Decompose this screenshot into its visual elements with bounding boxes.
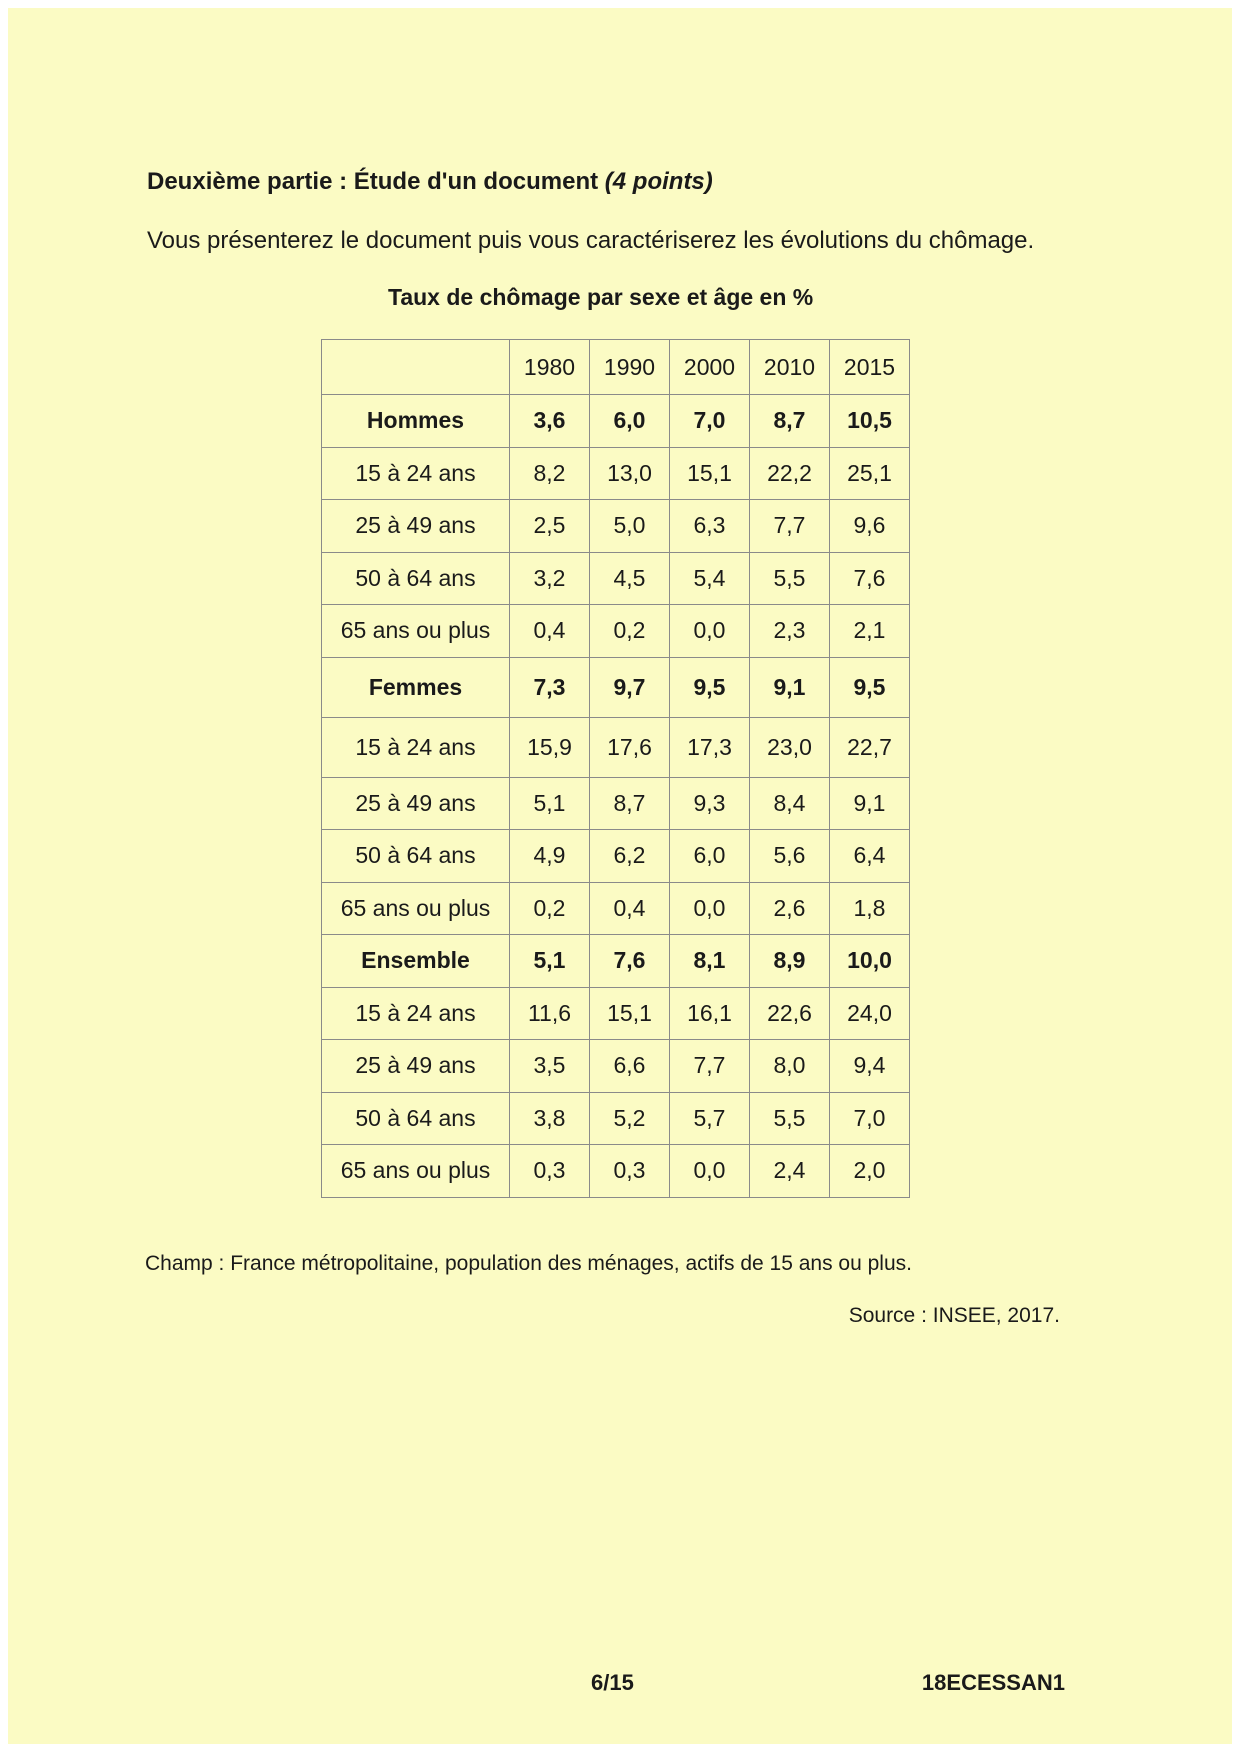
- value-cell: 2,4: [750, 1145, 830, 1198]
- value-cell: 7,6: [590, 935, 670, 988]
- value-cell: 6,0: [590, 395, 670, 448]
- value-cell: 8,9: [750, 935, 830, 988]
- value-cell: 7,6: [830, 552, 910, 605]
- value-cell: 0,4: [510, 605, 590, 658]
- row-label: 15 à 24 ans: [322, 447, 510, 500]
- value-cell: 9,4: [830, 1040, 910, 1093]
- value-cell: 10,5: [830, 395, 910, 448]
- year-header: 2000: [670, 340, 750, 395]
- value-cell: 22,7: [830, 717, 910, 777]
- row-label: 65 ans ou plus: [322, 1145, 510, 1198]
- section-points: (4 points): [604, 168, 713, 195]
- value-cell: 6,6: [590, 1040, 670, 1093]
- value-cell: 4,5: [590, 552, 670, 605]
- value-cell: 8,4: [750, 777, 830, 830]
- table-corner-cell: [322, 340, 510, 395]
- value-cell: 3,5: [510, 1040, 590, 1093]
- value-cell: 17,6: [590, 717, 670, 777]
- year-header: 2010: [750, 340, 830, 395]
- value-cell: 7,0: [670, 395, 750, 448]
- source-note: Source : INSEE, 2017.: [848, 1304, 1060, 1327]
- value-cell: 0,3: [510, 1145, 590, 1198]
- row-label: 65 ans ou plus: [322, 882, 510, 935]
- exam-code: 18ECESSAN1: [921, 1670, 1065, 1695]
- table-row: [322, 987, 910, 1040]
- value-cell: 8,2: [510, 447, 590, 500]
- value-cell: 5,2: [590, 1092, 670, 1145]
- scope-note: Champ : France métropolitaine, population des ménages, actifs de 15 ans ou plus.: [145, 1252, 912, 1275]
- value-cell: 5,0: [590, 500, 670, 553]
- row-label: 50 à 64 ans: [322, 552, 510, 605]
- unemployment-table: [321, 339, 910, 1198]
- value-cell: 24,0: [830, 987, 910, 1040]
- row-label: 25 à 49 ans: [322, 1040, 510, 1093]
- value-cell: 3,6: [510, 395, 590, 448]
- row-label: Hommes: [322, 395, 510, 448]
- value-cell: 4,9: [510, 830, 590, 883]
- table-title: Taux de chômage par sexe et âge en %: [388, 284, 814, 310]
- value-cell: 7,3: [510, 657, 590, 717]
- value-cell: 6,3: [670, 500, 750, 553]
- table-row-total: [322, 395, 910, 448]
- value-cell: 5,1: [510, 935, 590, 988]
- table-row: [322, 1092, 910, 1145]
- value-cell: 11,6: [510, 987, 590, 1040]
- value-cell: 15,1: [670, 447, 750, 500]
- value-cell: 8,0: [750, 1040, 830, 1093]
- page-number: 6/15: [591, 1670, 634, 1695]
- table-row: [322, 447, 910, 500]
- value-cell: 9,5: [830, 657, 910, 717]
- year-header: 2015: [830, 340, 910, 395]
- row-label: 25 à 49 ans: [322, 777, 510, 830]
- value-cell: 9,5: [670, 657, 750, 717]
- value-cell: 9,1: [750, 657, 830, 717]
- row-label: 15 à 24 ans: [322, 717, 510, 777]
- year-header: 1990: [590, 340, 670, 395]
- value-cell: 0,2: [590, 605, 670, 658]
- value-cell: 7,7: [670, 1040, 750, 1093]
- value-cell: 5,4: [670, 552, 750, 605]
- value-cell: 0,3: [590, 1145, 670, 1198]
- value-cell: 13,0: [590, 447, 670, 500]
- value-cell: 8,1: [670, 935, 750, 988]
- value-cell: 5,6: [750, 830, 830, 883]
- table-row: [322, 500, 910, 553]
- row-label: 50 à 64 ans: [322, 1092, 510, 1145]
- value-cell: 3,2: [510, 552, 590, 605]
- table-row: [322, 717, 910, 777]
- value-cell: 0,0: [670, 882, 750, 935]
- table-row: [322, 1040, 910, 1093]
- value-cell: 22,2: [750, 447, 830, 500]
- value-cell: 2,6: [750, 882, 830, 935]
- value-cell: 5,1: [510, 777, 590, 830]
- value-cell: 17,3: [670, 717, 750, 777]
- value-cell: 7,0: [830, 1092, 910, 1145]
- value-cell: 3,8: [510, 1092, 590, 1145]
- value-cell: 0,2: [510, 882, 590, 935]
- table-row-total: [322, 657, 910, 717]
- value-cell: 5,5: [750, 1092, 830, 1145]
- value-cell: 9,6: [830, 500, 910, 553]
- value-cell: 8,7: [590, 777, 670, 830]
- table-row: [322, 1145, 910, 1198]
- value-cell: 2,5: [510, 500, 590, 553]
- value-cell: 9,3: [670, 777, 750, 830]
- value-cell: 6,0: [670, 830, 750, 883]
- row-label: 50 à 64 ans: [322, 830, 510, 883]
- exam-page: [8, 8, 1232, 1744]
- value-cell: 8,7: [750, 395, 830, 448]
- value-cell: 5,5: [750, 552, 830, 605]
- section-heading: [147, 168, 713, 196]
- row-label: Femmes: [322, 657, 510, 717]
- row-label: 15 à 24 ans: [322, 987, 510, 1040]
- table-row: [322, 882, 910, 935]
- value-cell: 2,0: [830, 1145, 910, 1198]
- value-cell: 25,1: [830, 447, 910, 500]
- value-cell: 1,8: [830, 882, 910, 935]
- value-cell: 2,3: [750, 605, 830, 658]
- table-row: [322, 605, 910, 658]
- value-cell: 0,0: [670, 605, 750, 658]
- value-cell: 6,4: [830, 830, 910, 883]
- table-row: [322, 777, 910, 830]
- value-cell: 9,1: [830, 777, 910, 830]
- value-cell: 23,0: [750, 717, 830, 777]
- section-heading-text: Deuxième partie : Étude d'un document: [147, 168, 605, 195]
- row-label: 25 à 49 ans: [322, 500, 510, 553]
- value-cell: 6,2: [590, 830, 670, 883]
- value-cell: 7,7: [750, 500, 830, 553]
- value-cell: 10,0: [830, 935, 910, 988]
- value-cell: 15,9: [510, 717, 590, 777]
- table-row-total: [322, 935, 910, 988]
- value-cell: 0,4: [590, 882, 670, 935]
- table-row: [322, 552, 910, 605]
- table-row: [322, 830, 910, 883]
- value-cell: 15,1: [590, 987, 670, 1040]
- row-label: 65 ans ou plus: [322, 605, 510, 658]
- year-header: 1980: [510, 340, 590, 395]
- value-cell: 2,1: [830, 605, 910, 658]
- instruction-text: Vous présenterez le document puis vous caractériserez les évolutions du chômage.: [147, 227, 1035, 254]
- value-cell: 22,6: [750, 987, 830, 1040]
- value-cell: 0,0: [670, 1145, 750, 1198]
- value-cell: 5,7: [670, 1092, 750, 1145]
- table-header-row: [322, 340, 910, 395]
- value-cell: 16,1: [670, 987, 750, 1040]
- row-label: Ensemble: [322, 935, 510, 988]
- value-cell: 9,7: [590, 657, 670, 717]
